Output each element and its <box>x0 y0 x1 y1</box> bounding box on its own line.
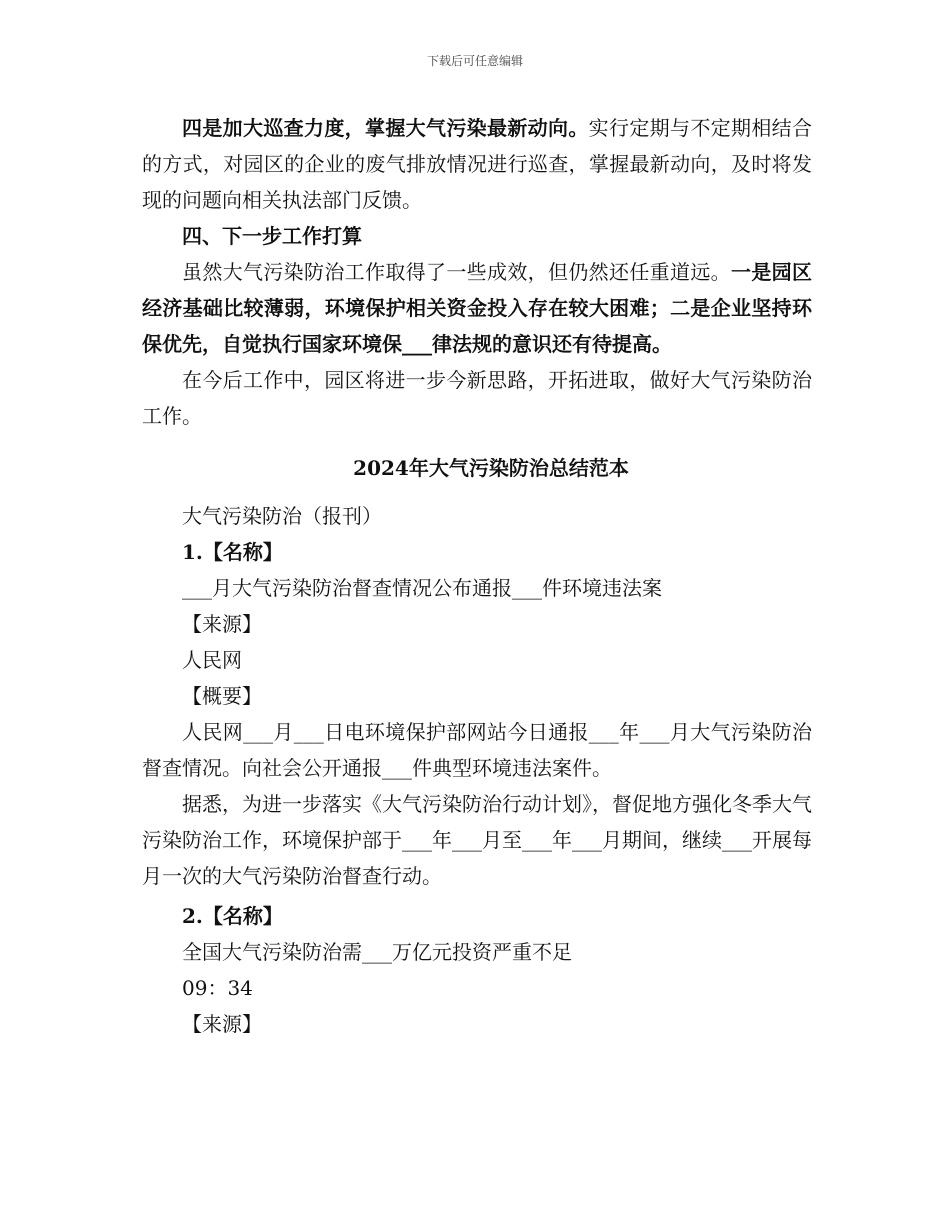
item1-label: 1.【名称】 <box>182 540 283 564</box>
item2-name: 全国大气污染防治需___万亿元投资严重不足 <box>182 940 572 964</box>
summary-paragraph-2: 据悉，为进一步落实《大气污染防治行动计划》，督促地方强化冬季大气污染防治工作，环境保护部于___年___月至___年___月期间，继续___开展每月一次的大气污染防治督查行动。 <box>142 792 812 888</box>
document-title: 2024年大气污染防治总结范本 <box>353 456 629 480</box>
paragraph-future-work: 在今后工作中，园区将进一步今新思路，开拓进取，做好大气污染防治工作。 <box>142 368 812 428</box>
subtitle: 大气污染防治（报刊） <box>182 504 382 528</box>
summary-label: 【概要】 <box>182 684 262 708</box>
item2-time: 09：34 <box>182 976 253 1000</box>
section-heading-next-steps: 四、下一步工作打算 <box>182 224 362 248</box>
document-body <box>142 110 812 1042</box>
inspection-text: 实行定期与不定期相结合的方式，对园区的企业的废气排放情况进行巡查，掌握最新动向，及时将发现的问题向相关执法部门反馈。 <box>142 116 813 212</box>
page-header: 下载后可任意编辑 <box>426 54 523 68</box>
item2-label: 2.【名称】 <box>182 904 283 928</box>
challenges-intro: 虽然大气污染防治工作取得了一些成效，但仍然还任重道远。 <box>182 260 731 284</box>
paragraph-challenges <box>142 254 812 362</box>
summary-paragraph-1: 人民网___月___日电环境保护部网站今日通报___年___月大气污染防治督查情况。向社会公开通报___件典型环境违法案件。 <box>142 720 812 780</box>
source-value: 人民网 <box>182 648 242 672</box>
item2-source-label: 【来源】 <box>182 1012 262 1036</box>
inspection-lead: 四是加大巡查力度，掌握大气污染最新动向。 <box>182 116 589 140</box>
challenges-bold: 一是园区经济基础比较薄弱，环境保护相关资金投入存在较大困难；二是企业坚持环保优先，自觉执行国家环境保___律法规的意识还有待提高。 <box>142 260 813 356</box>
paragraph-inspection <box>142 110 812 218</box>
source-label: 【来源】 <box>182 612 262 636</box>
item1-name: ___月大气污染防治督查情况公布通报___件环境违法案 <box>182 576 662 600</box>
